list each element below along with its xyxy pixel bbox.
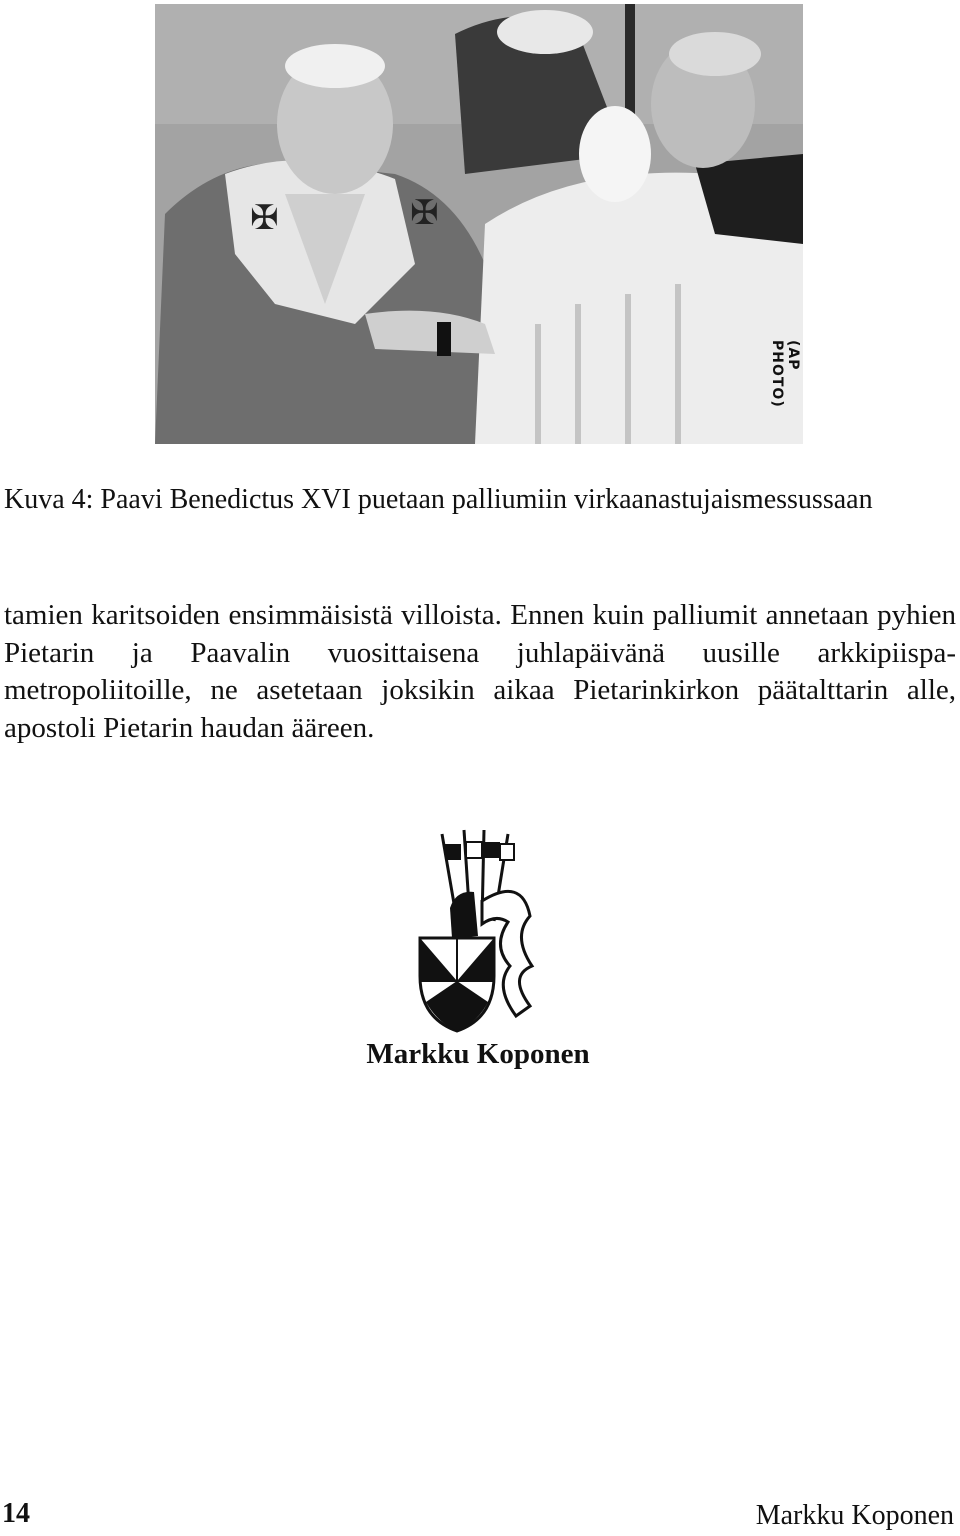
photo-pallium-ceremony (155, 4, 803, 444)
signature-name: Markku Koponen (366, 1038, 590, 1070)
figure-caption: Kuva 4: Paavi Benedictus XVI puetaan palliumiin virkaanastujaismessussaan (4, 484, 873, 515)
page-number: 14 (2, 1498, 30, 1529)
photo-credit: (AP PHOTO) (769, 340, 801, 408)
svg-text:✠: ✠ (250, 198, 279, 238)
body-paragraph: tamien karitsoiden ensimmäisistä villoista. Ennen kuin palliumit annetaan pyhien Pietarin ja Paavalin vuosittaisena juhlapäivänä uusille arkkipiispa-metropoliitoille, ne asetetaan joksikin aikaa Pietarinkirkon päätalttarin alle, apostoli Pietarin haudan ääreen. (4, 599, 956, 744)
svg-text:✠: ✠ (410, 193, 439, 233)
coat-of-arms-icon (412, 826, 542, 1034)
photo-illustration (155, 4, 803, 444)
running-footer-author: Markku Koponen (755, 1500, 954, 1531)
